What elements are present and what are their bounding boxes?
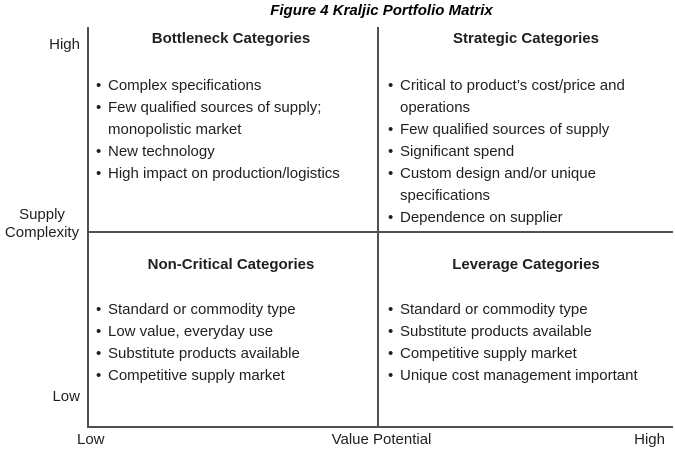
bullet-item: • Substitute products available	[388, 321, 670, 343]
quadrant-leverage	[382, 232, 670, 387]
bullet-item: • Competitive supply market	[96, 365, 372, 387]
quadrant-title: Leverage Categories	[452, 256, 600, 273]
bullet-item: • Complex specifications	[96, 75, 372, 97]
quadrant-title: Strategic Categories	[453, 30, 599, 47]
x-axis-title: Value Potential	[331, 431, 432, 448]
bullet-item: • Unique cost management important	[388, 365, 670, 387]
x-axis-line	[87, 426, 673, 428]
bullet-item: • Standard or commodity type	[388, 299, 670, 321]
bullet-list	[90, 299, 372, 387]
bullet-item: • High impact on production/logistics	[96, 163, 372, 185]
quadrant-strategic	[382, 28, 670, 229]
bullet-item: • Dependence on supplier	[388, 207, 670, 229]
bullet-item: • Critical to product’s cost/price and operations	[388, 75, 670, 119]
quadrant-title: Non-Critical Categories	[147, 256, 315, 273]
bullet-item: • Custom design and/or unique specifications	[388, 163, 670, 207]
quadrant-bottleneck	[90, 28, 372, 185]
y-axis-high-label: High	[49, 36, 80, 53]
bullet-item: • Low value, everyday use	[96, 321, 372, 343]
bullet-item: • New technology	[96, 141, 372, 163]
bullet-item: • Significant spend	[388, 141, 670, 163]
bullet-item: • Few qualified sources of supply	[388, 119, 670, 141]
quadrant-non-critical	[90, 232, 372, 387]
bullet-list	[382, 299, 670, 387]
y-axis-low-label: Low	[52, 388, 80, 405]
bullet-item: • Few qualified sources of supply; monopolistic market	[96, 97, 372, 141]
y-axis-title: Supply Complexity	[4, 206, 80, 241]
bullet-item: • Competitive supply market	[388, 343, 670, 365]
vertical-divider-line	[377, 27, 379, 426]
bullet-item: • Standard or commodity type	[96, 299, 372, 321]
y-axis-line	[87, 27, 89, 428]
bullet-list	[90, 75, 372, 185]
x-axis-low-label: Low	[77, 431, 105, 448]
bullet-item: • Substitute products available	[96, 343, 372, 365]
figure-title: Figure 4 Kraljic Portfolio Matrix	[270, 2, 493, 19]
x-axis-high-label: High	[634, 431, 665, 448]
quadrant-title: Bottleneck Categories	[151, 30, 311, 47]
bullet-list	[382, 75, 670, 229]
